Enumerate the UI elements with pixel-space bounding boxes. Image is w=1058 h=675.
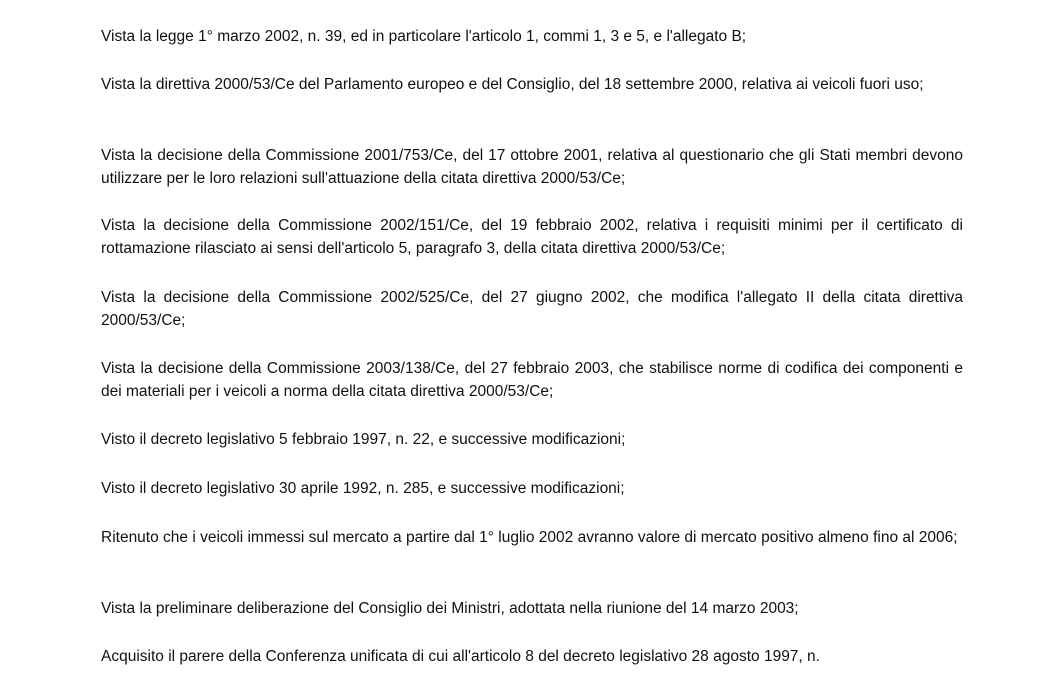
paragraph-conferenza-unificata: Acquisito il parere della Conferenza unificata di cui all'articolo 8 del decreto legislativo 28 agosto 1997, n. <box>101 648 820 665</box>
paragraph-deliberazione: Vista la preliminare deliberazione del Consiglio dei Ministri, adottata nella riunione del 14 marzo 2003; <box>101 600 799 617</box>
paragraph-decisione-2001-753: Vista la decisione della Commissione 2001/753/Ce, del 17 ottobre 2001, relativa al questionario che gli Stati membri devono utilizzare per le loro relazioni sull'attuazione della citata direttiva 2000/53/Ce; <box>101 147 963 187</box>
paragraph-decreto-1997: Visto il decreto legislativo 5 febbraio 1997, n. 22, e successive modificazioni; <box>101 431 626 448</box>
paragraph-decisione-2002-151: Vista la decisione della Commissione 2002/151/Ce, del 19 febbraio 2002, relativa i requisiti minimi per il certificato di rottamazione rilasciato ai sensi dell'articolo 5, paragrafo 3, della citata direttiva 2000/53/Ce; <box>101 217 963 257</box>
paragraph-ritenuto: Ritenuto che i veicoli immessi sul mercato a partire dal 1° luglio 2002 avranno valore di mercato positivo almeno fino al 2006; <box>101 529 958 546</box>
paragraph-decisione-2002-525: Vista la decisione della Commissione 2002/525/Ce, del 27 giugno 2002, che modifica l'allegato II della citata direttiva 2000/53/Ce; <box>101 289 963 329</box>
document-page <box>101 0 963 675</box>
paragraph-decreto-1992: Visto il decreto legislativo 30 aprile 1992, n. 285, e successive modificazioni; <box>101 480 625 497</box>
paragraph-decisione-2003-138: Vista la decisione della Commissione 2003/138/Ce, del 27 febbraio 2003, che stabilisce norme di codifica dei componenti e dei materiali per i veicoli a norma della citata direttiva 2000/53/Ce; <box>101 360 963 400</box>
paragraph-legge-2002: Vista la legge 1° marzo 2002, n. 39, ed in particolare l'articolo 1, commi 1, 3 e 5, e l'allegato B; <box>101 28 747 45</box>
paragraph-direttiva-2000-53: Vista la direttiva 2000/53/Ce del Parlamento europeo e del Consiglio, del 18 settembre 2000, relativa ai veicoli fuori uso; <box>101 76 924 93</box>
